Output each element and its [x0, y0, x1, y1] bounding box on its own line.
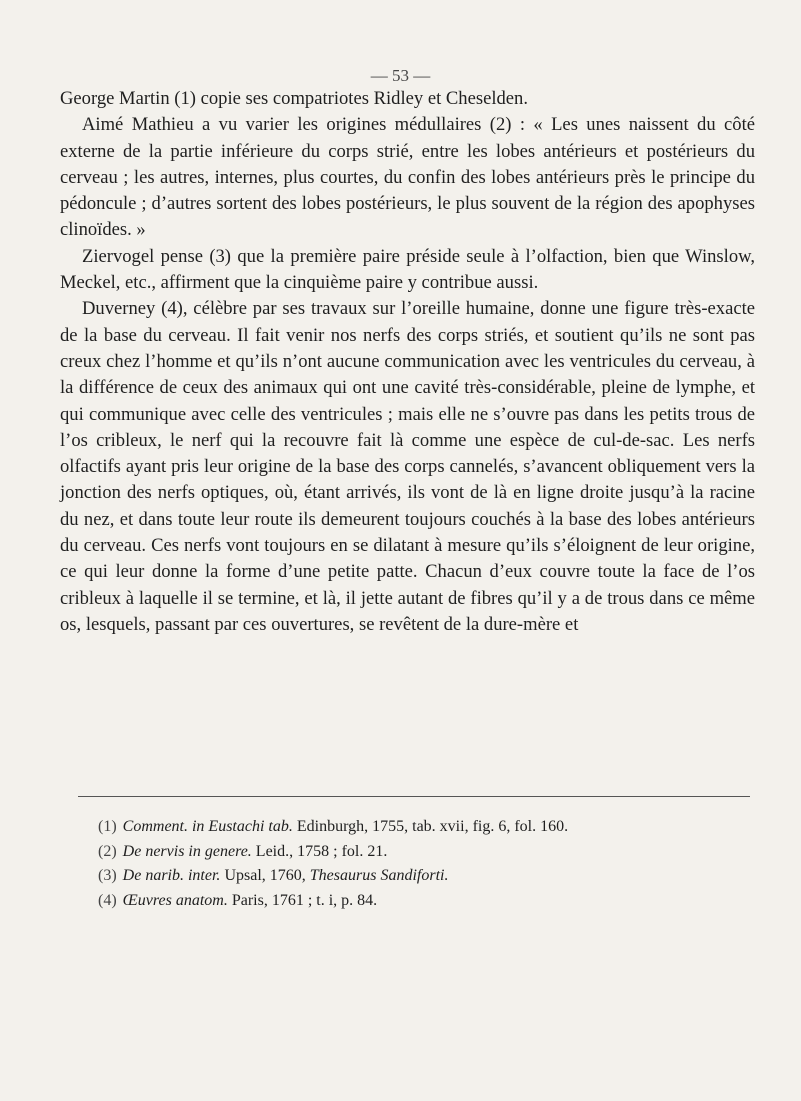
footnote-work-title: Comment. in Eustachi tab.	[122, 818, 293, 835]
footnote-number: (2)	[98, 842, 117, 860]
paragraph: Aimé Mathieu a vu varier les origines médullaires (2) : « Les unes naissent du côté externe de la partie inférieure du corps strié, entre les lobes antérieurs et postérieurs du cerveau ; les autres, internes, plus courtes, du confin des lobes antérieurs près le principe du pédoncule ; d’autres sortent des lobes postérieurs, le plus souvent de la région des apophyses clinoïdes. »	[60, 114, 755, 241]
footnote-number: (1)	[98, 818, 117, 835]
footnote	[98, 840, 738, 865]
page-number: — 53 —	[370, 66, 431, 85]
footnote-number: (3)	[98, 867, 117, 884]
footnote-details: Paris, 1761 ; t. i, p. 84.	[227, 891, 378, 909]
footnotes	[98, 815, 738, 913]
paragraph: Ziervogel pense (3) que la première paire préside seule à l’olfaction, bien que Winslow, Meckel, etc., affirment que la cinquième paire y contribue aussi.	[60, 245, 755, 294]
footnote-number: (4)	[98, 891, 117, 909]
footnote	[98, 889, 738, 914]
paragraph: George Martin (1) copie ses compatriotes Ridley et Cheselden.	[60, 88, 528, 109]
footnote-work-title: De nervis in genere.	[122, 842, 252, 860]
footnote-details: Leid., 1758 ; fol. 21.	[251, 842, 388, 860]
footnote-details: Upsal, 1760,	[220, 867, 310, 884]
footnote-work-title: De narib. inter.	[122, 867, 221, 884]
footnote-work-title: Thesaurus Sandiforti.	[309, 867, 449, 884]
footnote-rule	[78, 796, 750, 797]
body-text	[60, 86, 755, 638]
footnote-work-title: Œuvres anatom.	[122, 891, 228, 909]
footnote-details: Edinburgh, 1755, tab. xvii, fig. 6, fol. 160.	[292, 818, 569, 835]
footnote	[98, 864, 738, 889]
paragraph: Duverney (4), célèbre par ses travaux sur l’oreille humaine, donne une figure très-exacte de la base du cerveau. Il fait venir nos nerfs des corps striés, et soutient qu’ils ne sont pas creux chez l’homme et qu’ils n’ont aucune communication avec les ventricules du cerveau, à la différence de ceux des animaux qui ont une cavité très-considérable, pleine de lymphe, et qui communique avec celle des ventricules ; mais elle ne s’ouvre pas dans les petits trous de l’os cribleux, le nerf qui la recouvre fait là comme une espèce de cul-de-sac. Les nerfs olfactifs ayant pris leur origine de la base des corps cannelés, s’avancent obliquement vers la jonction des nerfs optiques, où, étant arrivés, ils vont de là en ligne droite jusqu’à la racine du nez, et dans toute leur route ils demeurent toujours couchés à la base des lobes antérieurs du cerveau. Ces nerfs vont toujours en se dilatant à mesure qu’ils s’éloignent de leur origine, ce qui leur donne la forme d’une petite patte. Chacun d’eux couvre toute la face de l’os cribleux à laquelle il se termine, et là, il jette autant de fibres qu’il y a de trous dans ce même os, lesquels, passant par ces ouvertures, se revêtent de la dure-mère et	[60, 298, 755, 635]
footnote	[98, 815, 738, 840]
